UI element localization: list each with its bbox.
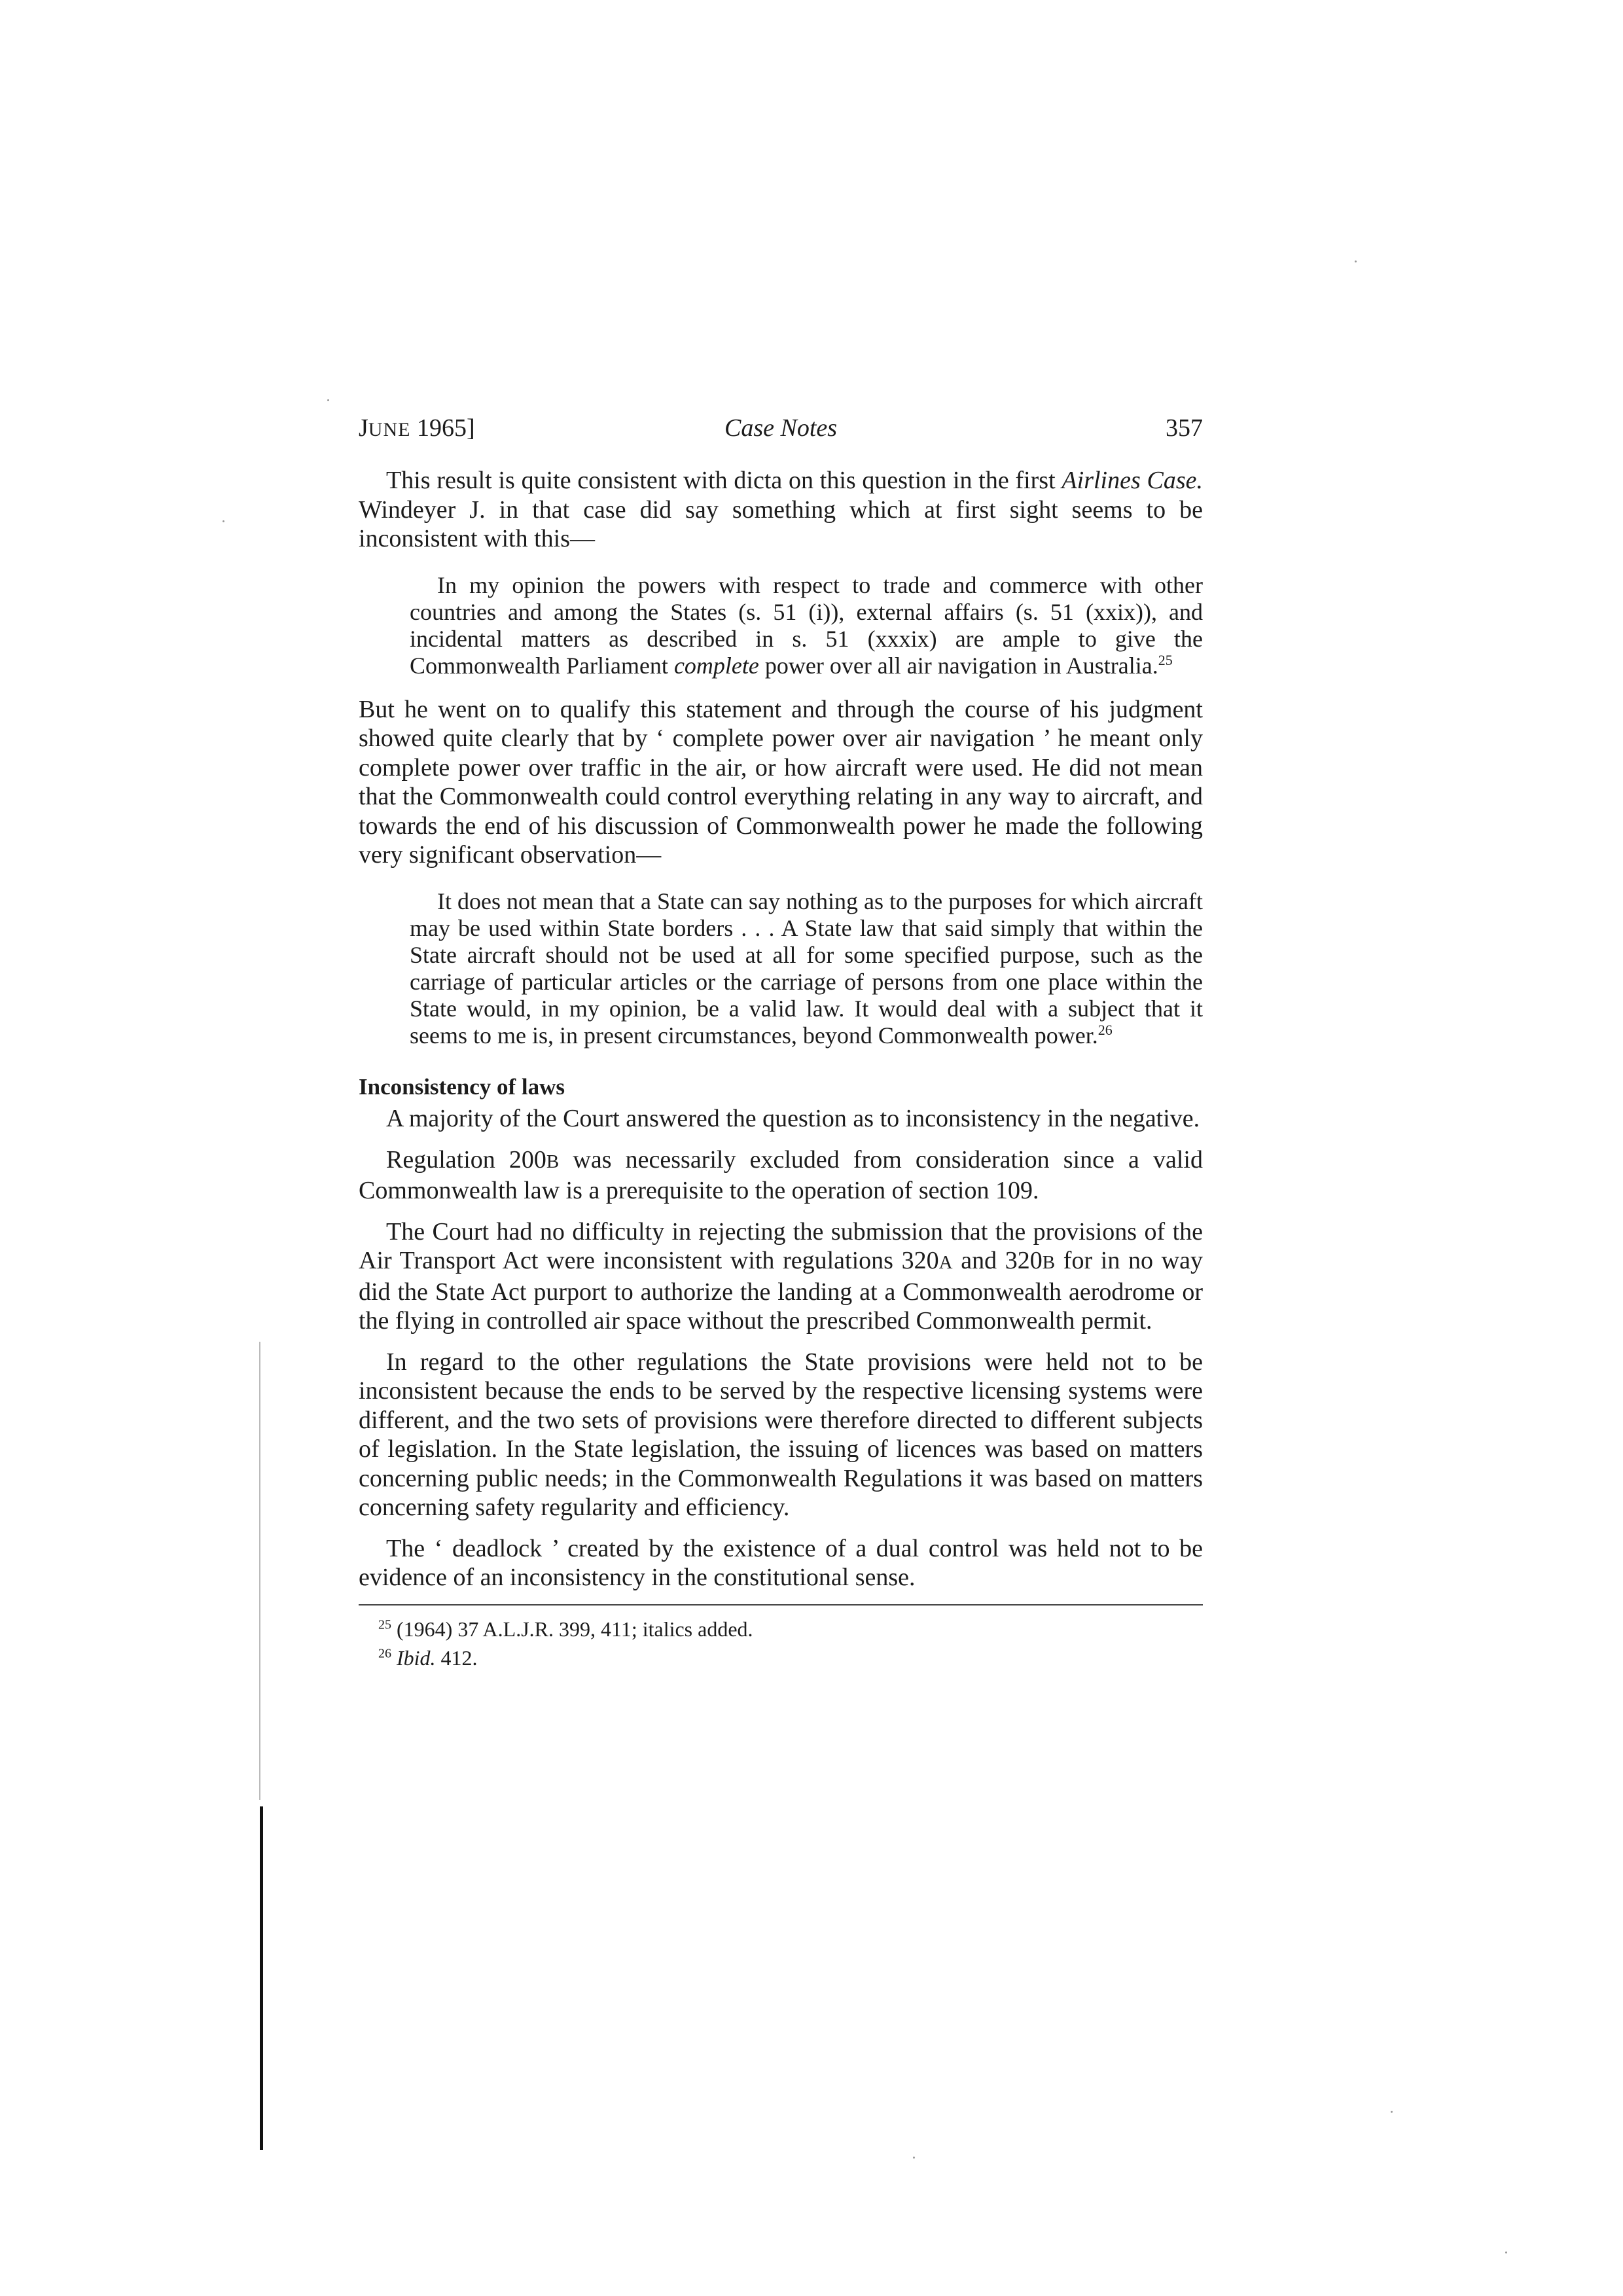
margin-scan-bar xyxy=(260,1806,263,2150)
footnote-26: $^{26}$ Ibid. 412. xyxy=(378,1645,478,1670)
paragraph-2: But he went on to qualify this statement and through the course of his judgment showed quite clearly that by ‘ complete power over air navigation ’ he meant only complete power over traffic in the air, or how aircraft were used. He did not mean that the Commonwealth could control everything relating in any way to aircraft, and towards the end of his discussion of Commonwealth power he made the following very significant observation— xyxy=(359,695,1203,869)
block-quote-2: It does not mean that a State can say nothing as to the purposes for which aircraft may be used within State borders . . . A State law that said simply that within the State aircraft should not be used at all for some specified purpose, such as the carriage of particular articles or the carriage of persons from one place within the State would, in my opinion, be a valid law. It would deal with a subject that it seems to me is, in present circumstances, beyond Commonwealth power.$^{26}$ xyxy=(410,888,1203,1049)
paragraph-3: A majority of the Court answered the question as to inconsistency in the negative. xyxy=(386,1105,1200,1132)
paragraph-7: The ‘ deadlock ’ created by the existence of a dual control was held not to be evidence of an inconsistency in the constitutional sense. xyxy=(359,1534,1203,1591)
section-heading: Inconsistency of laws xyxy=(359,1073,565,1100)
page-number: 357 xyxy=(1166,414,1203,442)
paragraph-1: This result is quite consistent with dicta on this question in the first Airlines Case. Windeyer J. in that case did say something which at first sight seems to be inconsistent with this— xyxy=(359,467,1204,552)
running-header xyxy=(359,414,1203,453)
paragraph-6: In regard to the other regulations the State provisions were held not to be inconsistent because the ends to be served by the respective licensing systems were different, and the two sets of provisions were therefore directed to different subjects of legislation. In the State legislation, the issuing of licences was based on matters concerning public needs; in the Commonwealth Regulations it was based on matters concerning safety regularity and efficiency. xyxy=(359,1348,1203,1521)
scan-speck xyxy=(1505,2251,1507,2253)
paragraph-4: Regulation 200B was necessarily excluded from consideration since a valid Commonwealth law is a prerequisite to the operation of section 109. xyxy=(359,1145,1203,1204)
footnote-ref-26: 26 xyxy=(1097,1021,1113,1038)
main-text xyxy=(359,466,1203,1672)
scan-speck xyxy=(1355,260,1357,262)
margin-scan-line xyxy=(259,1342,260,1800)
footnote-ref-25: 25 xyxy=(1158,651,1173,668)
scan-speck xyxy=(223,520,224,522)
footnote-25: $^{25}$ (1964) 37 A.L.J.R. 399, 411; italics added. xyxy=(378,1617,753,1641)
scan-speck xyxy=(1391,2111,1393,2113)
block-quote-1: In my opinion the powers with respect to trade and commerce with other countries and among the States (s. 51 (i)), external affairs (s. 51 (xxix)), and incidental matters as described in s. 51 (xxxix) are ample to give the Commonwealth Parliament complete power over all air navigation in Australia.$^{25}$ xyxy=(410,571,1203,679)
scan-speck xyxy=(327,399,329,401)
header-date: JUNE 1965] xyxy=(359,414,475,442)
footnote-divider xyxy=(359,1604,1203,1605)
paragraph-5: The Court had no difficulty in rejecting the submission that the provisions of the Air Transport Act were inconsistent with regulations 320A and 320B for in no way did the State Act purport to authorize the landing at a Commonwealth aerodrome or the flying in controlled air space without the prescribed Commonwealth permit. xyxy=(359,1217,1203,1335)
scan-speck xyxy=(913,2157,915,2159)
footnotes xyxy=(359,1615,1203,1672)
header-section-title: Case Notes xyxy=(724,414,838,442)
